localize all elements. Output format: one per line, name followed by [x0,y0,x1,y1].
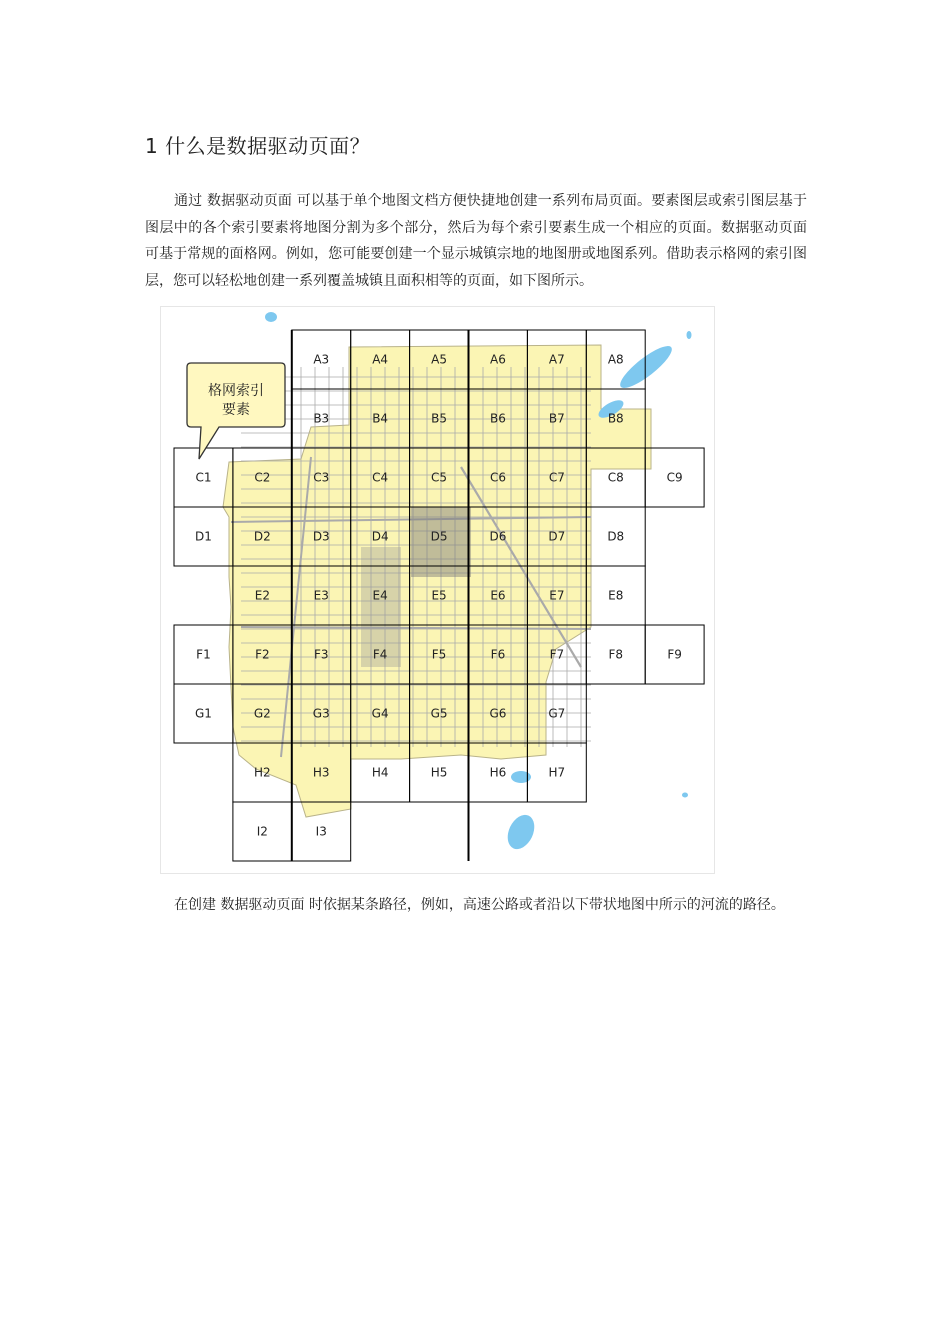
grid-cell-label: D6 [489,529,507,544]
grid-cell-label: F1 [196,647,211,662]
grid-index-map [161,307,714,873]
grid-cell-label: E3 [313,588,329,603]
grid-cell-label: E5 [431,588,447,603]
grid-cell-label: F4 [372,647,388,662]
grid-cell-label: H4 [371,765,389,780]
grid-cell-label: G1 [194,706,212,721]
grid-cell-label: I3 [315,824,327,839]
grid-cell-label: D8 [607,529,625,544]
grid-cell-label: H5 [430,765,448,780]
grid-cell-label: G2 [253,706,271,721]
callout-grid-index-feature [187,363,285,459]
grid-cell-label: F3 [313,647,329,662]
grid-cell-label: F9 [667,647,682,662]
grid-cell-label: B4 [372,411,389,426]
grid-cell-label: D7 [548,529,566,544]
grid-cell-label: I2 [256,824,268,839]
route-paragraph: 在创建 数据驱动页面 时依据某条路径，例如，高速公路或者沿以下带状地图中所示的河流的路径。 [174,897,785,913]
intro-paragraph: 通过 数据驱动页面 可以基于单个地图文档方便快捷地创建一系列布局页面。要素图层或索引图层基于图层中的各个索引要素将地图分割为多个部分，然后为每个索引要素生成一个相应的页面。数据驱动页面 可基于常规的面格网。例如，您可能要创建一个显示城镇宗地的地图册或地图系列。借助表示格网的索引图层，您可以轻松地创建一系列覆盖城镇且面积相等的页面，如下图所示。 [145,193,807,289]
grid-cell-label: H6 [489,765,507,780]
grid-cell-label: C5 [431,470,448,485]
pond [265,312,277,322]
grid-cell-label: C4 [372,470,389,485]
callout-line-2: 要素 [222,402,250,418]
grid-cell-label: F2 [255,647,270,662]
grid-cell-label: A6 [490,352,506,367]
grid-cell-label: A5 [431,352,447,367]
grid-cell-label: E4 [372,588,388,603]
grid-cell-label: B3 [313,411,330,426]
grid-cell-label: G3 [312,706,330,721]
grid-cell-label: D2 [253,529,271,544]
grid-cell-label: H3 [312,765,330,780]
grid-cell-label: C8 [607,470,624,485]
grid-cell-label: C1 [195,470,212,485]
lake [503,811,540,854]
grid-cell-label: D5 [430,529,448,544]
lake [615,340,677,394]
grid-cell-label: C9 [666,470,683,485]
pond [687,331,692,339]
grid-cell-label: H7 [548,765,566,780]
grid-cell-label: E6 [490,588,506,603]
grid-cell-label: C6 [489,470,506,485]
grid-cell-label: A3 [313,352,330,367]
grid-cell-label: E2 [254,588,270,603]
grid-cell-label: F6 [490,647,506,662]
grid-cell-label: A7 [548,352,565,367]
grid-cell-label: A4 [372,352,389,367]
pond [511,771,531,783]
grid-cell-label: F8 [608,647,624,662]
callout-line-1: 格网索引 [208,383,264,399]
grid-cell-label: G7 [548,706,566,721]
grid-cell-label: G4 [371,706,389,721]
grid-cell-label: E8 [608,588,624,603]
grid-cell-label: C7 [548,470,565,485]
grid-cell-label: C3 [313,470,330,485]
grid-cell-label: G5 [430,706,448,721]
grid-index-map-figure [160,306,715,874]
grid-cell-label: B7 [548,411,565,426]
grid-cell-label: B6 [490,411,506,426]
grid-cell-label: F7 [549,647,565,662]
grid-cell-label: D1 [195,529,212,544]
grid-cell-label: C2 [254,470,271,485]
grid-cell-label: D4 [371,529,389,544]
grid-cell-label: B8 [607,411,624,426]
pond [682,793,688,798]
grid-cell-label: G6 [489,706,507,721]
grid-cell-label: A8 [607,352,624,367]
grid-cell-label: B5 [431,411,447,426]
grid-cell-label: H2 [254,765,271,780]
grid-cell-label: E7 [549,588,565,603]
grid-cell-label: D3 [312,529,330,544]
section-heading: 1 什么是数据驱动页面？ [145,134,371,158]
grid-cell-label: F5 [431,647,447,662]
